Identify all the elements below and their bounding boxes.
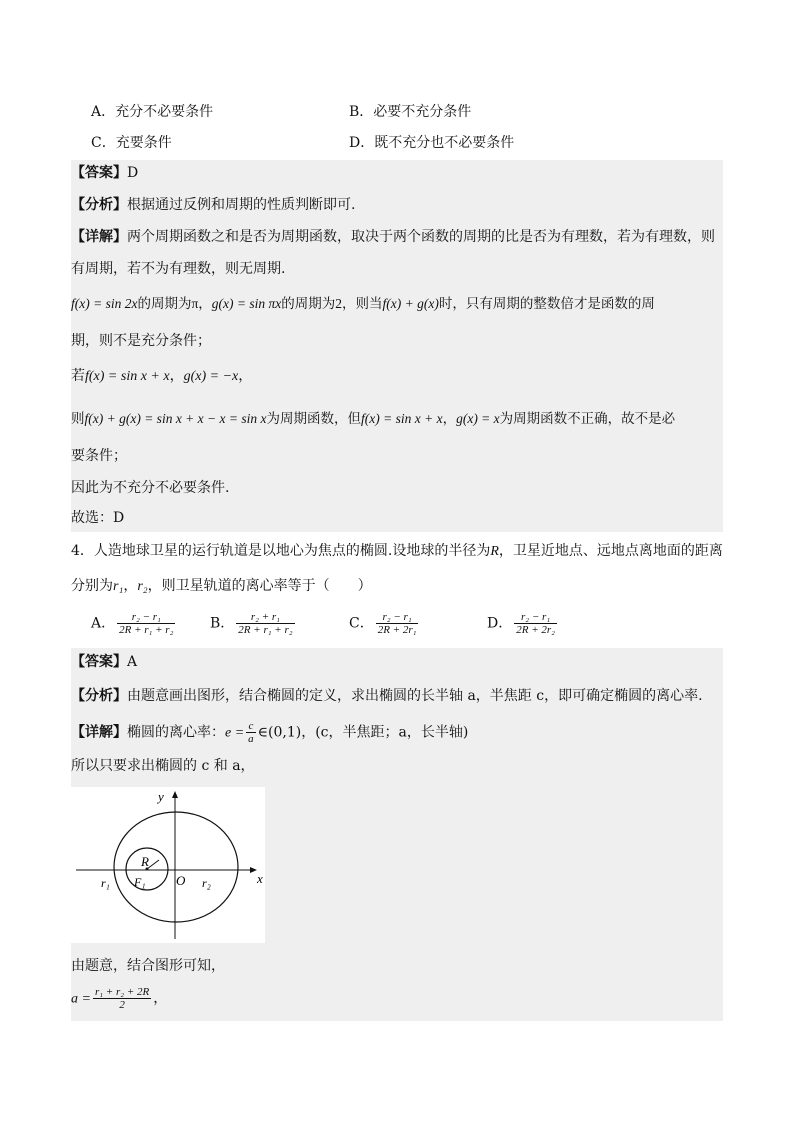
formula-fg: f(x) + g(x) (382, 296, 439, 311)
a-fraction (93, 986, 151, 1011)
q3-detail-line-2: 有周期，若不为有理数，则无周期. (71, 261, 286, 277)
text: ， (123, 578, 138, 594)
text: ，则当 (342, 296, 383, 312)
answer-tag: 【答案】 (71, 165, 127, 181)
fraction-numerator: r₂ + r₁ (236, 611, 294, 624)
text: ， (198, 296, 212, 312)
text: 分别为 (71, 578, 113, 594)
formula-sum: f(x) + g(x) = sin x + x − x = sin x (84, 411, 267, 426)
detail-tag: 【详解】 (71, 724, 127, 741)
q4-option-c (349, 611, 420, 636)
option-label: B． (210, 615, 235, 632)
option-label: A． (91, 615, 116, 632)
option-label: C． (349, 615, 374, 632)
text: 椭圆的离心率： (127, 724, 225, 741)
formula-f: f(x) = sin 2x (71, 296, 138, 311)
label-y: y (158, 789, 164, 804)
q3-period-line (71, 294, 723, 314)
q3-ze-line-2: 要条件； (71, 448, 127, 464)
q3-option-d: D．既不充分也不必要条件 (349, 135, 515, 151)
label-f1: F₁ (134, 875, 146, 889)
q3-option-a: A．充分不必要条件 (91, 104, 214, 120)
q3-option-c: C．充要条件 (91, 135, 172, 151)
text: ， (238, 368, 253, 384)
formula-f: f(x) = sin x + x (361, 411, 443, 426)
formula-r1: r₁ (113, 579, 124, 594)
formula-pi: π (191, 296, 199, 311)
text: ， (169, 368, 184, 384)
fraction-denominator: 2R + 2r₁ (377, 624, 417, 636)
q3-period-line-2: 期，则不是充分条件； (71, 333, 211, 349)
fraction-numerator: r₂ − r₁ (514, 611, 557, 624)
label-o: O (176, 873, 186, 888)
formula-g: g(x) = x (456, 411, 500, 426)
q4-stem-line-2 (71, 576, 723, 597)
label-r: R (141, 854, 149, 869)
formula-r2: r₂ (137, 579, 148, 594)
q4-option-d (487, 611, 559, 636)
option-fraction (117, 611, 175, 636)
option-fraction (514, 611, 557, 636)
option-fraction (236, 611, 294, 636)
text: 的周期为 (281, 296, 336, 312)
q3-detail-line-1 (71, 227, 723, 247)
text: ， (442, 411, 457, 427)
q3-answer-line (71, 163, 723, 183)
q4-stem-line-1 (71, 541, 723, 562)
formula-a: a = (71, 991, 91, 1007)
eccentricity-fraction (246, 720, 256, 745)
q3-conclusion: 因此为不充分不必要条件. (71, 480, 230, 496)
answer-value: A (127, 654, 138, 670)
analysis-tag: 【分析】 (71, 688, 127, 704)
y-axis-arrow (172, 791, 178, 798)
text: ，则卫星轨道的离心率等于（ ） (147, 578, 372, 594)
fraction-denominator: 2 (119, 999, 125, 1011)
text: 若 (71, 368, 85, 384)
q4-option-b (210, 611, 297, 636)
q4-from-figure: 由题意，结合图形可知， (71, 958, 225, 974)
analysis-text: 由题意画出图形，结合椭圆的定义，求出椭圆的长半轴 a，半焦距 c，即可确定椭圆的离心率. (127, 688, 703, 704)
x-axis-arrow (250, 867, 257, 873)
label-r1: r₁ (101, 876, 110, 890)
formula-f: f(x) = sin x + x (85, 369, 170, 384)
detail-text-1: 两个周期函数之和是否为周期函数，取决于两个函数的周期的比是否为有理数，若为有理数，则 (127, 229, 715, 245)
q4-answer-line (71, 652, 723, 672)
text: 的周期为 (137, 296, 192, 312)
label-r2: r₂ (202, 876, 211, 890)
q4-analysis-line (71, 686, 723, 706)
formula-e: e = (225, 725, 245, 741)
formula-g: g(x) = sin πx (211, 296, 282, 311)
text: 为周期函数不正确，故不是必 (499, 411, 676, 427)
analysis-text: 根据通过反例和周期的性质判断即可. (127, 197, 356, 213)
fraction-denominator: 2R + r₁ + r₂ (119, 624, 174, 636)
answer-value: D (127, 165, 139, 181)
ellipse-diagram (71, 787, 265, 943)
fraction-denominator: 2R + r₁ + r₂ (238, 624, 293, 636)
q4-detail-line (71, 720, 723, 745)
fraction-denominator: 2R + 2r₂ (516, 624, 555, 636)
q3-analysis-line (71, 195, 723, 215)
fraction-numerator: r₂ − r₁ (117, 611, 175, 624)
formula-two: 2 (335, 296, 343, 311)
q4-option-a (91, 611, 177, 636)
ellipse-orbit (114, 812, 238, 922)
option-label: D． (487, 615, 513, 632)
q3-option-b: B．必要不充分条件 (349, 104, 472, 120)
q4-need-line: 所以只要求出椭圆的 c 和 a， (71, 758, 255, 774)
text: 时，只有周期的整数倍才是函数的周 (438, 296, 655, 312)
text: ，卫星近地点、远地点离地面的距离 (498, 543, 723, 559)
analysis-tag: 【分析】 (71, 197, 127, 213)
fraction-denominator: a (248, 733, 254, 745)
q4-a-formula (71, 986, 723, 1011)
text: 4．人造地球卫星的运行轨道是以地心为焦点的椭圆.设地球的半径为 (71, 543, 491, 559)
q3-ruo-line (71, 366, 723, 387)
q3-choose: 故选：D (71, 510, 125, 526)
text: ∈(0,1)，(c，半焦距；a，长半轴) (257, 724, 469, 741)
formula-g: g(x) = −x (183, 369, 239, 384)
detail-tag: 【详解】 (71, 229, 127, 245)
formula-r: R (490, 544, 499, 559)
fraction-numerator: r₂ − r₁ (376, 611, 419, 624)
text: 为周期函数，但 (266, 411, 361, 427)
label-x: x (257, 871, 263, 886)
ellipse-figure (71, 787, 265, 943)
answer-tag: 【答案】 (71, 654, 127, 670)
text: 则 (71, 411, 85, 427)
fraction-numerator: c (246, 720, 256, 733)
fraction-numerator: r₁ + r₂ + 2R (94, 986, 150, 998)
option-fraction (376, 611, 419, 636)
q3-ze-line (71, 409, 723, 429)
text: ， (153, 990, 168, 1007)
